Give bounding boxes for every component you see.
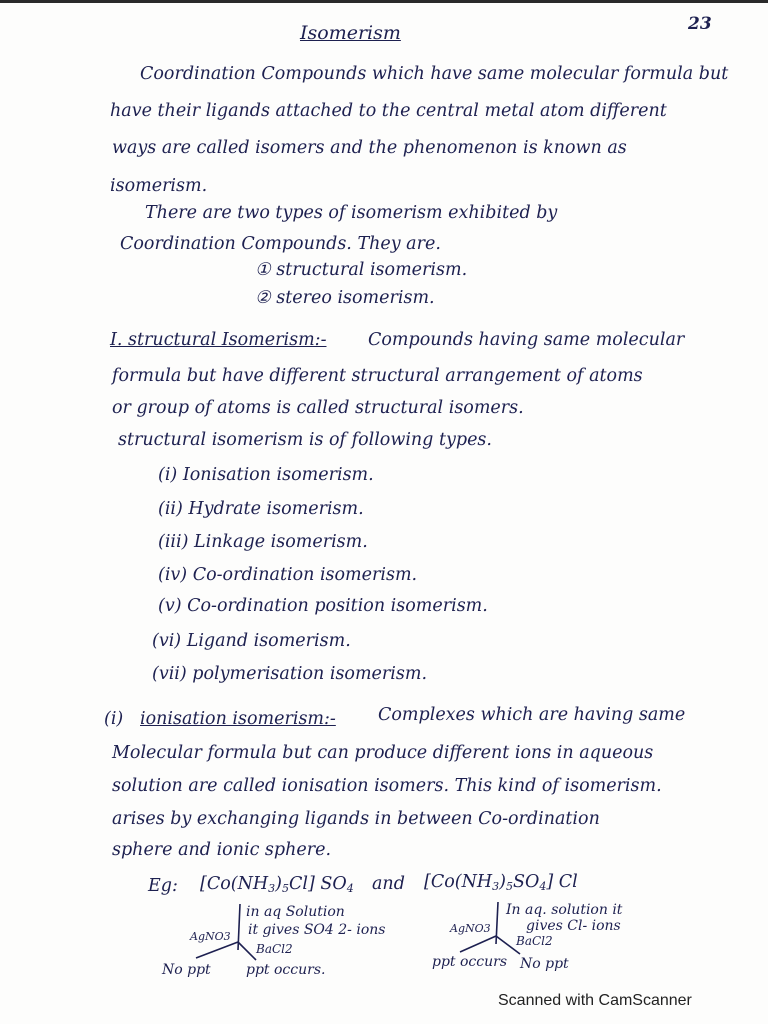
section-line: or group of atoms is called structural isomers. (112, 398, 524, 418)
reaction-note: gives Cl- ions (526, 918, 621, 934)
and-word: and (372, 874, 405, 894)
reaction-left-arrow (196, 942, 238, 958)
reaction-result: No ppt (162, 962, 211, 978)
scanner-watermark: Scanned with CamScanner (498, 992, 692, 1009)
isomer-type-item: ② stereo isomerism. (255, 288, 435, 308)
compound-formula-2: $[Co(NH_3)_5SO_4]$ Cl (424, 872, 578, 893)
page-number: 23 (688, 14, 712, 34)
example-label: Eg: (148, 876, 178, 896)
subsection-line: arises by exchanging ligands in between Co-ordination (112, 809, 600, 829)
intro-line: Coordination Compounds. They are. (120, 234, 441, 254)
section-line: structural isomerism is of following types. (118, 430, 492, 450)
type-list-item: (vii) polymerisation isomerism. (152, 664, 428, 684)
subsection-line: Complexes which are having same (378, 705, 686, 725)
type-list-item: (iv) Co-ordination isomerism. (158, 565, 418, 585)
type-list-item: (vi) Ligand isomerism. (152, 631, 351, 651)
isomer-type-item: ① structural isomerism. (255, 260, 468, 280)
reaction-note: in aq Solution (246, 904, 345, 920)
type-list-item: (v) Co-ordination position isomerism. (158, 596, 488, 616)
type-list-item: (ii) Hydrate isomerism. (158, 499, 364, 519)
section-line: Compounds having same molecular (368, 330, 685, 350)
subsection-number: (i) (104, 709, 124, 729)
reaction-result: ppt occurs (432, 954, 508, 970)
type-list-item: (i) Ionisation isomerism. (158, 465, 374, 485)
subsection-line: sphere and ionic sphere. (112, 840, 332, 860)
reagent-label: BaCl2 (516, 934, 553, 948)
subsection-line: solution are called ionisation isomers. This kind of isomerism. (112, 776, 662, 796)
reaction-result: ppt occurs. (246, 962, 326, 978)
intro-line: have their ligands attached to the central metal atom different (110, 101, 667, 121)
reaction-left-arrow (460, 936, 496, 952)
reagent-label: AgNO3 (190, 930, 231, 943)
section-line: formula but have different structural arrangement of atoms (112, 366, 643, 386)
subsection-heading: ionisation isomerism:- (140, 709, 336, 729)
reagent-label: AgNO3 (450, 922, 491, 935)
page-title: Isomerism (300, 22, 401, 44)
subsection-line: Molecular formula but can produce different ions in aqueous (112, 743, 654, 763)
intro-line: There are two types of isomerism exhibited by (145, 203, 558, 223)
page-edge (0, 0, 768, 3)
section-heading: I. structural Isomerism:- (110, 330, 327, 350)
intro-line: ways are called isomers and the phenomenon is known as (112, 138, 627, 158)
compound-formula-1: $[Co(NH_3)_5Cl]$ $SO_4$ (200, 874, 354, 895)
reaction-scheme-1 (160, 900, 400, 980)
reaction-note: In aq. solution it (506, 902, 623, 918)
reaction-result: No ppt (520, 956, 569, 972)
reaction-note: it gives SO4 2- ions (248, 922, 386, 938)
intro-line: isomerism. (110, 176, 208, 196)
reaction-scheme-2 (430, 898, 670, 978)
type-list-item: (iii) Linkage isomerism. (158, 532, 368, 552)
reaction-right-arrow (238, 942, 256, 960)
intro-line: Coordination Compounds which have same molecular formula but (140, 64, 729, 84)
reagent-label: BaCl2 (256, 942, 293, 956)
